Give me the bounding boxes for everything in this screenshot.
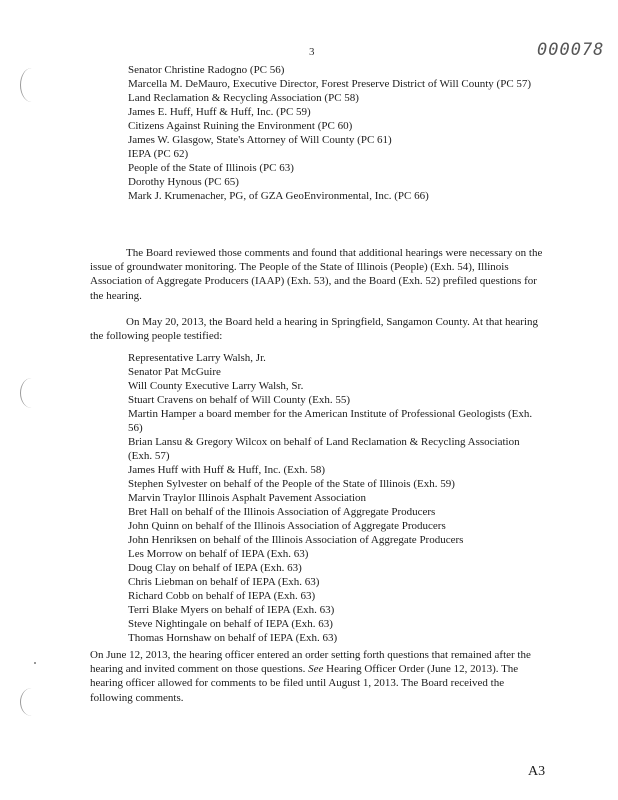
binder-hole-mark <box>20 68 43 102</box>
list-item: John Quinn on behalf of the Illinois Association of Aggregate Producers <box>128 520 446 532</box>
list-item: Marcella M. DeMauro, Executive Director, Forest Preserve District of Will County (PC 57) <box>128 78 532 90</box>
list-item: Chris Liebman on behalf of IEPA (Exh. 63) <box>128 576 320 588</box>
list-item: Dorothy Hynous (PC 65) <box>128 176 239 188</box>
paragraph-board-review: The Board reviewed those comments and found that additional hearings were necessary on the issue of groundwater monitoring. The People of the State of Illinois (People) (Exh. 54), Illinois Association of Aggregate Producers (IAAP) (Exh. 53), and the Board (Exh. 52) prefiled questions for the hearing. <box>90 247 543 302</box>
list-item: Richard Cobb on behalf of IEPA (Exh. 63) <box>128 590 316 602</box>
citation-signal: See <box>308 663 324 676</box>
binder-hole-mark <box>20 378 43 408</box>
public-comment-list <box>128 63 544 203</box>
list-item: Steve Nightingale on behalf of IEPA (Exh. 63) <box>128 618 333 630</box>
list-item: Stuart Cravens on behalf of Will County (Exh. 55) <box>128 394 351 406</box>
list-item: IEPA (PC 62) <box>128 148 189 160</box>
list-item: People of the State of Illinois (PC 63) <box>128 162 294 174</box>
list-item: Martin Hamper a board member for the American Institute of Professional Geologists (Exh. 56) <box>128 408 533 434</box>
bates-stamp: 000078 <box>537 40 605 60</box>
paragraph-text: Hearing Officer Order (June 12, 2013). The hearing officer allowed for comments to be filed until August 1, 2013. The Board received the following comments. <box>90 663 519 704</box>
list-item: Marvin Traylor Illinois Asphalt Pavement Association <box>128 492 367 504</box>
list-item: John Henriksen on behalf of the Illinois Association of Aggregate Producers <box>128 534 464 546</box>
list-item: Bret Hall on behalf of the Illinois Association of Aggregate Producers <box>128 506 436 518</box>
appendix-page-label: A3 <box>528 764 546 779</box>
list-item: James W. Glasgow, State's Attorney of Will County (PC 61) <box>128 134 392 146</box>
scan-speck <box>34 662 36 664</box>
paragraph-hearing-officer-order <box>90 648 544 705</box>
paragraph-hearing: On May 20, 2013, the Board held a hearing in Springfield, Sangamon County. At that hearing the following people testified: <box>90 316 539 343</box>
list-item: Representative Larry Walsh, Jr. <box>128 352 266 364</box>
list-item: Senator Christine Radogno (PC 56) <box>128 64 285 76</box>
list-item: Citizens Against Ruining the Environment (PC 60) <box>128 120 353 132</box>
list-item: Land Reclamation & Recycling Association (PC 58) <box>128 92 359 104</box>
list-item: Senator Pat McGuire <box>128 366 221 378</box>
list-item: Will County Executive Larry Walsh, Sr. <box>128 380 304 392</box>
list-item: Brian Lansu & Gregory Wilcox on behalf of Land Reclamation & Recycling Association (Exh. 57) <box>128 436 520 462</box>
list-item: Terri Blake Myers on behalf of IEPA (Exh. 63) <box>128 604 335 616</box>
list-item: James E. Huff, Huff & Huff, Inc. (PC 59) <box>128 106 311 118</box>
list-item: Doug Clay on behalf of IEPA (Exh. 63) <box>128 562 302 574</box>
binder-hole-mark <box>20 688 43 716</box>
page-number: 3 <box>309 46 315 58</box>
list-item: James Huff with Huff & Huff, Inc. (Exh. 58) <box>128 464 326 476</box>
list-item: Thomas Hornshaw on behalf of IEPA (Exh. 63) <box>128 632 338 644</box>
list-item: Stephen Sylvester on behalf of the People of the State of Illinois (Exh. 59) <box>128 478 455 490</box>
testifier-list <box>128 351 544 645</box>
list-item: Mark J. Krumenacher, PG, of GZA GeoEnvironmental, Inc. (PC 66) <box>128 190 429 202</box>
paragraph-text: On June 12, 2013, the hearing officer entered an order setting forth questions that remained after the hearing and invited comment on those questions. <box>90 649 531 676</box>
list-item: Les Morrow on behalf of IEPA (Exh. 63) <box>128 548 309 560</box>
